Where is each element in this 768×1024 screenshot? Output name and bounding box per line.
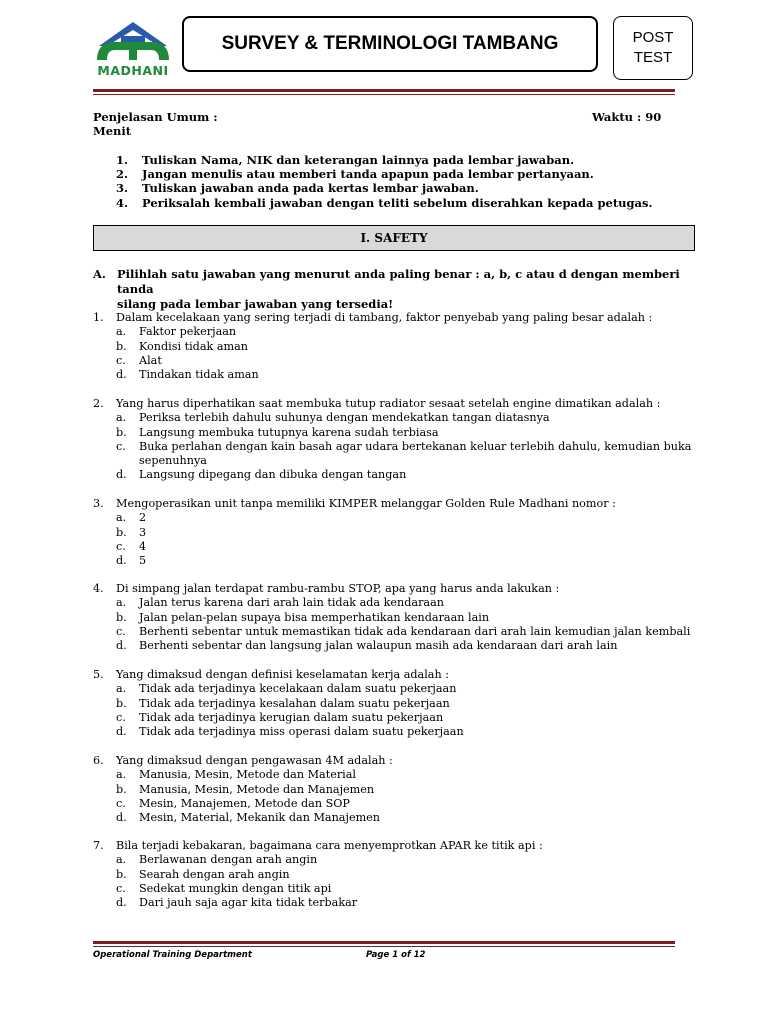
option-text: Buka perlahan dengan kain basah agar udara bertekanan keluar terlebih dahulu, kemudian buka: [139, 439, 692, 453]
option-letter: a.: [116, 853, 127, 867]
instruction-number: 1.: [116, 153, 129, 167]
instruction-item: [116, 181, 479, 195]
option-text: 3: [139, 525, 147, 539]
option-letter: b.: [116, 425, 127, 439]
option-letter: d.: [116, 368, 127, 382]
question-number: 7.: [93, 839, 104, 852]
option-text: Tidak ada terjadinya kesalahan dalam suatu pekerjaan: [139, 696, 450, 710]
option-text: Tindakan tidak aman: [139, 368, 259, 382]
question-4: [93, 582, 693, 653]
option-text: Kondisi tidak aman: [139, 339, 249, 353]
option-text: 5: [139, 554, 147, 568]
question-1: [93, 311, 693, 382]
question-2: [93, 397, 693, 483]
time-label: Waktu : 90: [592, 110, 662, 124]
option-text: Tidak ada terjadinya miss operasi dalam suatu pekerjaan: [139, 725, 464, 739]
option-b: [116, 526, 693, 540]
instruction-text: Tuliskan Nama, NIK dan keterangan lainnya pada lembar jawaban.: [142, 153, 575, 167]
question-text: Bila terjadi kebakaran, bagaimana cara menyemprotkan APAR ke titik api :: [116, 839, 543, 852]
question-number: 6.: [93, 754, 104, 767]
option-letter: c.: [116, 710, 126, 724]
section-a-label: A.: [93, 267, 106, 281]
question-text: Dalam kecelakaan yang sering terjadi di tambang, faktor penyebab yang paling besar adalah :: [116, 311, 653, 324]
instruction-text: Periksalah kembali jawaban dengan teliti sebelum diserahkan kepada petugas.: [142, 196, 653, 210]
option-c: [116, 797, 693, 811]
question-text: Yang harus diperhatikan saat membuka tutup radiator sesaat setelah engine dimatikan adalah :: [116, 397, 661, 410]
option-c: [116, 882, 693, 896]
option-d: [116, 368, 693, 382]
question-3: [93, 497, 693, 568]
option-letter: a.: [116, 411, 127, 425]
question-6: [93, 754, 693, 825]
instruction-number: 4.: [116, 196, 129, 210]
option-text: Berhenti sebentar untuk memastikan tidak ada kendaraan dari arah lain kemudian jalan kembali: [139, 624, 691, 638]
question-number: 1.: [93, 311, 104, 324]
option-c: [116, 354, 693, 368]
option-text: 2: [139, 511, 147, 525]
logo-wordmark: MADHANI: [97, 63, 169, 78]
question-number: 2.: [93, 397, 104, 410]
question-number: 3.: [93, 497, 104, 510]
option-letter: a.: [116, 511, 127, 525]
option-text-continued: sepenuhnya: [139, 454, 207, 468]
option-b: [116, 697, 693, 711]
option-d: [116, 725, 693, 739]
option-letter: c.: [116, 353, 126, 367]
question-number: 4.: [93, 582, 104, 595]
option-letter: b.: [116, 525, 127, 539]
instruction-text: Jangan menulis atau memberi tanda apapun pada lembar pertanyaan.: [142, 167, 594, 181]
header-rule: [93, 89, 675, 92]
question-text: Di simpang jalan terdapat rambu-rambu STOP, apa yang harus anda lakukan :: [116, 582, 560, 595]
badge-line-1: POST: [632, 29, 674, 46]
option-letter: d.: [116, 811, 127, 825]
option-d: [116, 639, 693, 653]
option-text: Manusia, Mesin, Metode dan Manajemen: [139, 782, 375, 796]
instruction-item: [116, 196, 652, 210]
footer-page-number: Page 1 of 12: [366, 950, 426, 960]
post-test-badge: [613, 16, 693, 80]
option-c: [116, 440, 693, 469]
option-letter: d.: [116, 468, 127, 482]
option-c: [116, 711, 693, 725]
instruction-number: 3.: [116, 181, 129, 195]
question-5: [93, 668, 693, 739]
question-text: Yang dimaksud dengan definisi keselamatan kerja adalah :: [116, 668, 449, 681]
option-text: Mesin, Manajemen, Metode dan SOP: [139, 796, 350, 810]
option-b: [116, 340, 693, 354]
option-text: Tidak ada terjadinya kerugian dalam suatu pekerjaan: [139, 710, 444, 724]
instruction-item: [116, 153, 574, 167]
option-letter: b.: [116, 339, 127, 353]
general-label: Penjelasan Umum :: [93, 110, 218, 124]
option-text: Alat: [139, 353, 162, 367]
option-letter: a.: [116, 682, 127, 696]
option-a: [116, 682, 693, 696]
footer-rule: [93, 941, 675, 944]
document-title: SURVEY & TERMINOLOGI TAMBANG: [182, 16, 598, 72]
option-a: [116, 596, 693, 610]
option-text: 4: [139, 539, 147, 553]
option-letter: d.: [116, 639, 127, 653]
option-text: Berlawanan dengan arah angin: [139, 853, 318, 867]
option-text: Sedekat mungkin dengan titik api: [139, 881, 332, 895]
option-text: Tidak ada terjadinya kecelakaan dalam suatu pekerjaan: [139, 682, 457, 696]
option-letter: a.: [116, 596, 127, 610]
option-d: [116, 554, 693, 568]
question-number: 5.: [93, 668, 104, 681]
option-letter: a.: [116, 768, 127, 782]
badge-line-2: TEST: [633, 49, 673, 66]
option-c: [116, 540, 693, 554]
option-text: Faktor pekerjaan: [139, 325, 237, 339]
option-text: Periksa terlebih dahulu suhunya dengan mendekatkan tangan diatasnya: [139, 411, 550, 425]
section-a-line-1: Pilihlah satu jawaban yang menurut anda paling benar : a, b, c atau d dengan memberi tanda: [117, 267, 680, 296]
footer-department: Operational Training Department: [93, 950, 252, 960]
option-d: [116, 468, 693, 482]
option-letter: d.: [116, 896, 127, 910]
option-b: [116, 426, 693, 440]
option-letter: c.: [116, 539, 126, 553]
option-d: [116, 811, 693, 825]
option-b: [116, 783, 693, 797]
option-a: [116, 768, 693, 782]
option-text: Langsung dipegang dan dibuka dengan tangan: [139, 468, 407, 482]
section-a-line-2: silang pada lembar jawaban yang tersedia!: [117, 297, 394, 311]
section-a-instruction: [93, 267, 683, 312]
option-text: Langsung membuka tutupnya karena sudah terbiasa: [139, 425, 439, 439]
option-letter: c.: [116, 624, 126, 638]
option-letter: a.: [116, 325, 127, 339]
option-c: [116, 625, 693, 639]
option-a: [116, 511, 693, 525]
option-d: [116, 896, 693, 910]
option-text: Searah dengan arah angin: [139, 867, 290, 881]
option-b: [116, 611, 693, 625]
option-letter: b.: [116, 867, 127, 881]
option-letter: c.: [116, 439, 126, 453]
question-text: Yang dimaksud dengan pengawasan 4M adalah :: [116, 754, 393, 767]
option-b: [116, 868, 693, 882]
header-rule-thin: [93, 94, 675, 95]
option-letter: c.: [116, 796, 126, 810]
option-letter: b.: [116, 782, 127, 796]
option-text: Jalan pelan-pelan supaya bisa memperhatikan kendaraan lain: [139, 610, 490, 624]
question-7: [93, 839, 693, 910]
instruction-text: Tuliskan jawaban anda pada kertas lembar jawaban.: [142, 181, 479, 195]
option-a: [116, 853, 693, 867]
option-letter: d.: [116, 725, 127, 739]
option-text: Berhenti sebentar dan langsung jalan walaupun masih ada kendaraan dari arah lain: [139, 639, 618, 653]
instruction-item: [116, 167, 594, 181]
option-text: Jalan terus karena dari arah lain tidak ada kendaraan: [139, 596, 444, 610]
question-text: Mengoperasikan unit tanpa memiliki KIMPER melanggar Golden Rule Madhani nomor :: [116, 497, 616, 510]
option-a: [116, 411, 693, 425]
option-letter: c.: [116, 881, 126, 895]
option-a: [116, 325, 693, 339]
option-letter: b.: [116, 610, 127, 624]
option-text: Mesin, Material, Mekanik dan Manajemen: [139, 811, 381, 825]
section-header: I. SAFETY: [93, 225, 695, 251]
footer-rule-thin: [93, 946, 675, 947]
option-text: Dari jauh saja agar kita tidak terbakar: [139, 896, 358, 910]
option-text: Manusia, Mesin, Metode dan Material: [139, 768, 357, 782]
minutes-label: Menit: [93, 124, 132, 138]
option-letter: b.: [116, 696, 127, 710]
instruction-number: 2.: [116, 167, 129, 181]
option-letter: d.: [116, 554, 127, 568]
